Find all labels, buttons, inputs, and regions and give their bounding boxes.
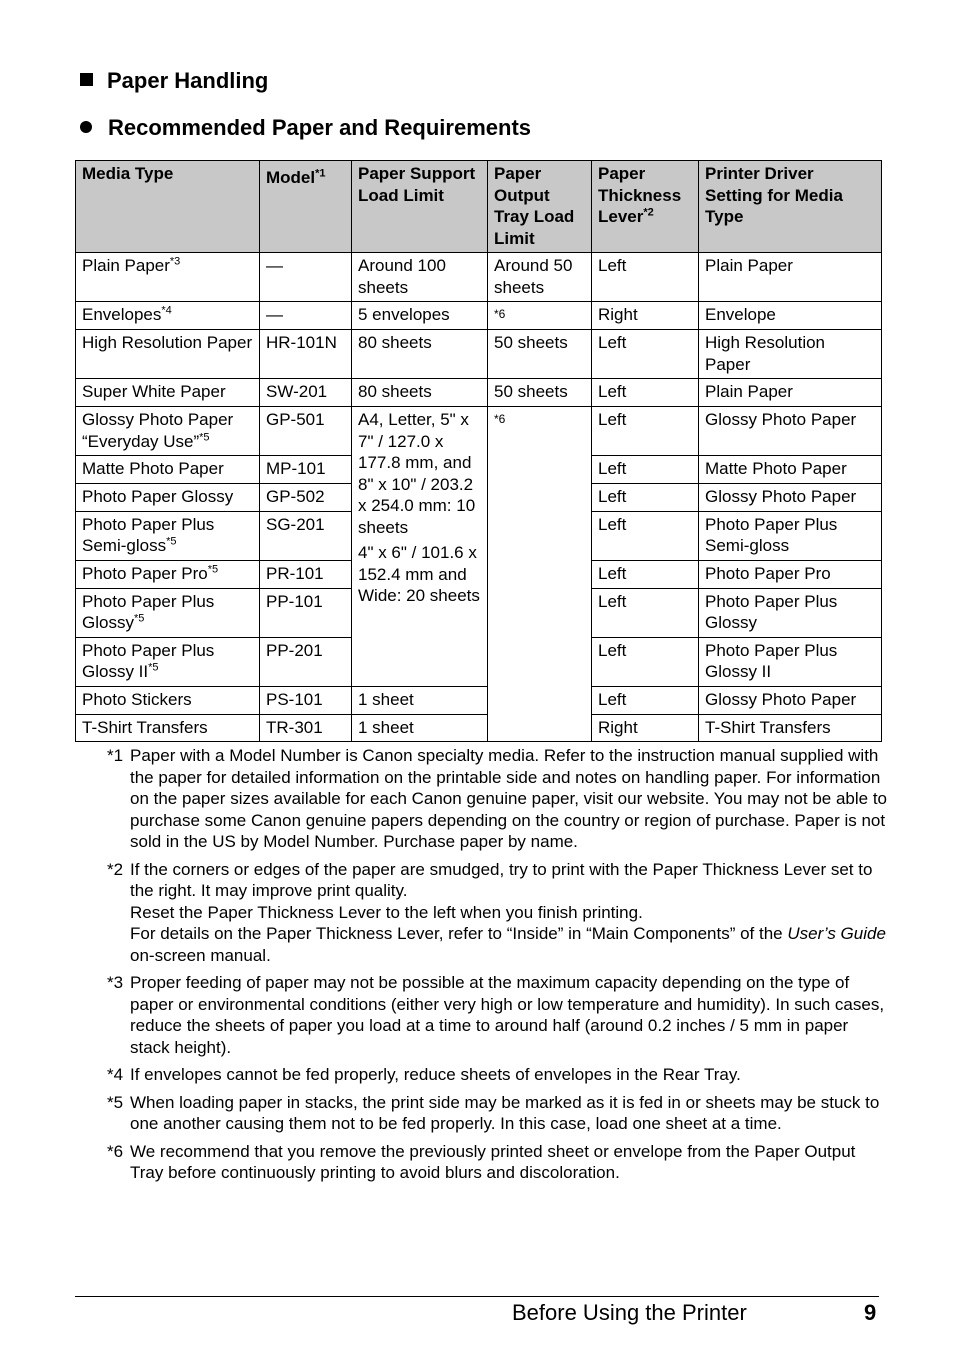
footnote-text xyxy=(130,923,887,966)
table-header-row xyxy=(76,161,882,253)
footnote-text: We recommend that you remove the previously printed sheet or envelope from the Paper Output Tray before continuously printing to avoid blurs and discoloration. xyxy=(130,1141,856,1182)
model-cell: HR-101N xyxy=(260,330,352,379)
footer-section-title: Before Using the Printer xyxy=(512,1300,747,1325)
model-cell: — xyxy=(260,302,352,330)
footnote-text: If the corners or edges of the paper are smudged, try to print with the Paper Thickness Lever set to the right. It may improve print quality. xyxy=(130,859,873,900)
section-heading-text: Paper Handling xyxy=(107,68,269,93)
header-thickness-footnote: *2 xyxy=(643,206,654,219)
section-heading xyxy=(80,68,268,94)
lever-cell: Left xyxy=(592,330,699,379)
driver-cell: Plain Paper xyxy=(699,253,882,302)
table-row xyxy=(76,330,882,379)
footnote-number: *2 xyxy=(107,859,124,879)
media-text: Plain Paper xyxy=(82,256,170,275)
header-thickness-text: Paper Thickness Lever xyxy=(598,164,682,226)
table-row xyxy=(76,302,882,330)
header-support-load: Paper Support Load Limit xyxy=(352,161,488,253)
media-cell xyxy=(76,456,260,484)
model-cell: PP-101 xyxy=(260,588,352,637)
load-cell: Around 100 sheets xyxy=(352,253,488,302)
footnote-text: Paper with a Model Number is Canon specialty media. Refer to the instruction manual supplied with the paper for detailed information on the printable side and notes on handling paper. For information on the paper sizes available for each Canon genuine paper, visit our website. You may not be able to purchase some Canon genuine papers depending on the country or region of purchase. Paper is not sold in the US by Model Number. Purchase paper by name. xyxy=(130,746,888,851)
square-bullet-icon xyxy=(80,73,93,86)
media-cell xyxy=(76,253,260,302)
media-cell xyxy=(76,560,260,588)
footnote-number: *6 xyxy=(107,1141,124,1161)
footnote-3 xyxy=(107,972,887,1058)
load-cell: 1 sheet xyxy=(352,686,488,714)
media-text: Photo Stickers xyxy=(82,689,192,709)
media-cell xyxy=(76,714,260,742)
media-cell xyxy=(76,686,260,714)
tray-cell-merged: *6 xyxy=(488,407,592,742)
driver-cell: Matte Photo Paper xyxy=(699,456,882,484)
model-cell: PS-101 xyxy=(260,686,352,714)
media-cell xyxy=(76,637,260,686)
header-media-type: Media Type xyxy=(76,161,260,253)
media-text: Photo Paper Plus Semi-gloss xyxy=(82,514,215,555)
media-footnote: *5 xyxy=(199,430,210,443)
footer-divider xyxy=(75,1296,879,1297)
footnotes xyxy=(107,745,887,1190)
load-limit-small-sizes: 4" x 6" / 101.6 x 152.4 mm and Wide: 20 sheets xyxy=(358,543,480,605)
driver-cell: T-Shirt Transfers xyxy=(699,714,882,742)
media-text: Super White Paper xyxy=(82,382,226,401)
media-footnote: *5 xyxy=(207,562,219,575)
lever-cell: Left xyxy=(592,483,699,511)
model-cell: PR-101 xyxy=(260,560,352,588)
footnote-4 xyxy=(107,1064,887,1086)
load-cell: 80 sheets xyxy=(352,379,488,407)
driver-cell: Photo Paper Plus Glossy II xyxy=(699,637,882,686)
header-output-tray: Paper Output Tray Load Limit xyxy=(488,161,592,253)
lever-cell: Left xyxy=(592,637,699,686)
table-row xyxy=(76,379,882,407)
lever-cell: Left xyxy=(592,511,699,560)
media-text: Photo Paper Pro xyxy=(82,563,208,583)
tray-cell: 50 sheets xyxy=(488,379,592,407)
lever-cell: Left xyxy=(592,379,699,407)
driver-cell: Photo Paper Plus Semi-gloss xyxy=(699,511,882,560)
footnote-number: *5 xyxy=(107,1092,124,1112)
media-cell xyxy=(76,302,260,330)
model-cell: TR-301 xyxy=(260,714,352,742)
table-row xyxy=(76,253,882,302)
lever-cell: Left xyxy=(592,407,699,456)
load-cell: 5 envelopes xyxy=(352,302,488,330)
header-driver-setting: Printer Driver Setting for Media Type xyxy=(699,161,882,253)
driver-cell: Glossy Photo Paper xyxy=(699,407,882,456)
media-text: Envelopes xyxy=(82,305,162,324)
footnote-text: Reset the Paper Thickness Lever to the left when you finish printing. xyxy=(130,902,643,922)
tray-cell: *6 xyxy=(488,302,592,330)
model-cell: GP-502 xyxy=(260,483,352,511)
model-cell: MP-101 xyxy=(260,456,352,484)
media-text: T-Shirt Transfers xyxy=(82,717,208,737)
media-cell xyxy=(76,407,260,456)
table-row xyxy=(76,714,882,742)
lever-cell: Left xyxy=(592,560,699,588)
driver-cell: Glossy Photo Paper xyxy=(699,483,882,511)
tray-cell: 50 sheets xyxy=(488,330,592,379)
subsection-heading xyxy=(80,115,531,141)
manual-title: User’s Guide xyxy=(787,924,886,943)
lever-cell: Right xyxy=(592,714,699,742)
driver-cell: High Resolution Paper xyxy=(699,330,882,379)
media-cell xyxy=(76,330,260,379)
media-cell xyxy=(76,511,260,560)
footnote-number: *3 xyxy=(107,973,124,992)
header-model-footnote: *1 xyxy=(315,167,326,180)
table-row xyxy=(76,407,882,456)
footnote-number: *4 xyxy=(107,1065,124,1084)
lever-cell: Left xyxy=(592,456,699,484)
lever-cell: Left xyxy=(592,686,699,714)
footnote-2 xyxy=(107,859,887,967)
lever-cell: Right xyxy=(592,302,699,330)
model-cell: PP-201 xyxy=(260,637,352,686)
header-thickness-lever xyxy=(592,161,699,253)
media-footnote: *5 xyxy=(166,535,177,548)
paper-requirements-table xyxy=(75,160,882,742)
driver-cell: Plain Paper xyxy=(699,379,882,407)
driver-cell: Photo Paper Pro xyxy=(699,560,882,588)
load-cell: 80 sheets xyxy=(352,330,488,379)
media-cell xyxy=(76,483,260,511)
header-model xyxy=(260,161,352,253)
lever-cell: Left xyxy=(592,253,699,302)
footnote-number: *1 xyxy=(107,746,124,765)
model-cell: — xyxy=(260,253,352,302)
footnote-text: If envelopes cannot be fed properly, reduce sheets of envelopes in the Rear Tray. xyxy=(130,1065,741,1084)
subsection-heading-text: Recommended Paper and Requirements xyxy=(108,115,532,140)
media-footnote: *4 xyxy=(161,304,172,317)
table-row xyxy=(76,686,882,714)
media-cell xyxy=(76,379,260,407)
footnote-text: Proper feeding of paper may not be possible at the maximum capacity depending on the type of paper or environmental conditions (either very high or low temperature and humidity). In such cases, reduce the sheets of paper you load at a time to around half (around 0.2 inches / 5 mm in paper stack height). xyxy=(130,973,885,1057)
footnote-text: When loading paper in stacks, the print side may be marked as it is fed in or sheets may be stuck to one another causing them not to be fed properly. In this case, load one sheet at a time. xyxy=(130,1092,880,1133)
footnote-5 xyxy=(107,1092,887,1135)
media-text: Photo Paper Plus Glossy II xyxy=(82,640,215,681)
header-model-text: Model xyxy=(266,168,316,187)
round-bullet-icon xyxy=(80,121,92,133)
media-cell xyxy=(76,588,260,637)
media-footnote: *5 xyxy=(148,661,159,674)
media-footnote: *5 xyxy=(133,612,145,625)
driver-cell: Envelope xyxy=(699,302,882,330)
media-footnote: *3 xyxy=(169,255,181,268)
model-cell: SW-201 xyxy=(260,379,352,407)
driver-cell: Glossy Photo Paper xyxy=(699,686,882,714)
media-text: Photo Paper Glossy xyxy=(82,486,234,506)
page-number: 9 xyxy=(864,1300,877,1325)
load-limit-large-sizes: A4, Letter, 5" x 7" / 127.0 x 177.8 mm, and 8" x 10" / 203.2 x 254.0 mm: 10 sheets xyxy=(358,410,476,537)
footnote-1 xyxy=(107,745,887,853)
model-cell: GP-501 xyxy=(260,407,352,456)
footnote-body xyxy=(130,859,887,967)
media-text: High Resolution Paper xyxy=(82,333,253,352)
tray-cell: Around 50 sheets xyxy=(488,253,592,302)
load-cell: 1 sheet xyxy=(352,714,488,742)
media-text: Glossy Photo Paper “Everyday Use” xyxy=(82,410,234,451)
model-cell: SG-201 xyxy=(260,511,352,560)
driver-cell: Photo Paper Plus Glossy xyxy=(699,588,882,637)
footnote-text-part: For details on the Paper Thickness Lever, refer to “Inside” in “Main Components” of the xyxy=(130,924,788,943)
media-text: Matte Photo Paper xyxy=(82,459,224,478)
footnote-text-part: on-screen manual. xyxy=(130,945,271,965)
lever-cell: Left xyxy=(592,588,699,637)
footnote-6 xyxy=(107,1141,887,1184)
load-cell-merged xyxy=(352,407,488,687)
media-text: Photo Paper Plus Glossy xyxy=(82,591,215,632)
